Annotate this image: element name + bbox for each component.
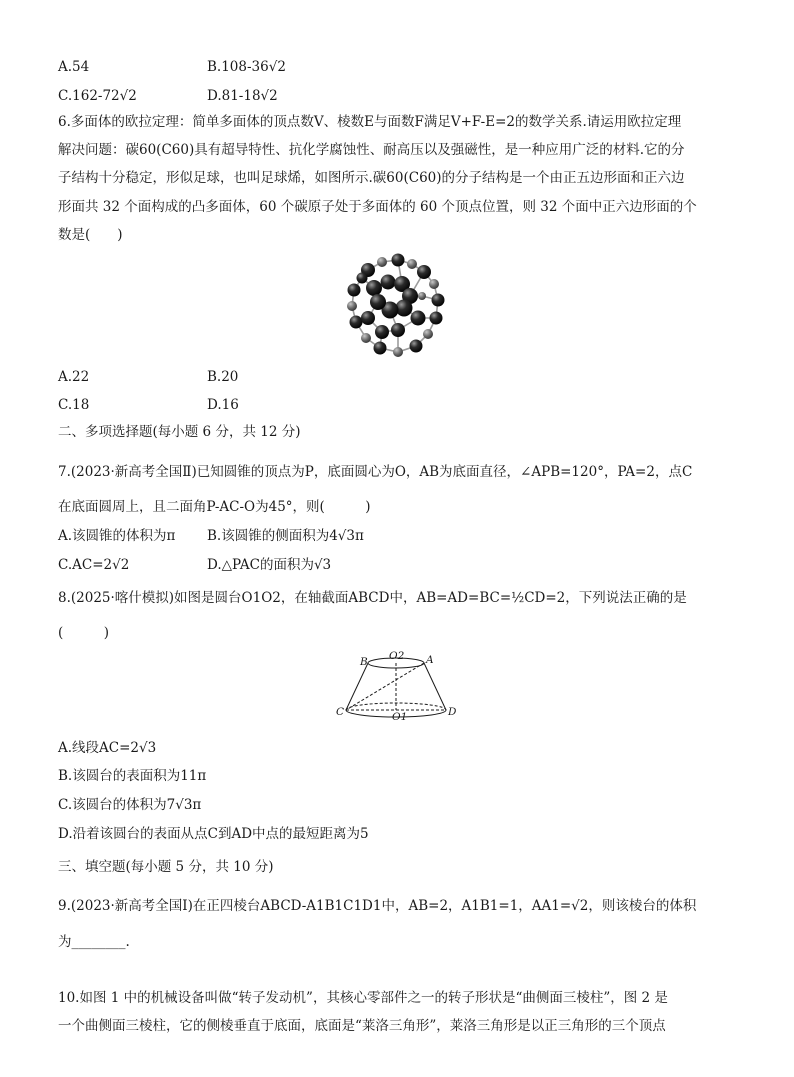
q8-stem-line-1: 8.(2025·喀什模拟)如图是圆台O1O2，在轴截面ABCD中，AB=AD=BC=½CD=2，下列说法正确的是	[58, 590, 687, 606]
q7-option-a: A.该圆锥的体积为π	[58, 528, 176, 544]
q7-option-b: B.该圆锥的侧面积为4√3π	[207, 528, 364, 544]
frustum-label-d: D	[448, 706, 457, 718]
q7-option-c: C.AC=2√2	[58, 557, 130, 573]
q8-option-a: A.线段AC=2√3	[58, 740, 157, 756]
q5-option-c: C.162-72√2	[58, 88, 137, 104]
q10-stem-line-2: 一个曲侧面三棱柱，它的侧棱垂直于底面，底面是“莱洛三角形”，莱洛三角形是以正三角形的三个顶点	[58, 1018, 666, 1034]
frustum-figure	[330, 648, 465, 728]
q8-stem-line-2: ( )	[58, 625, 110, 641]
frustum-label-b: B	[360, 656, 368, 668]
q6-stem-line-5: 数是( )	[58, 227, 123, 243]
frustum-label-o1: O1	[392, 711, 408, 723]
q7-stem-line-1: 7.(2023·新高考全国Ⅱ)已知圆锥的顶点为P，底面圆心为O，AB为底面直径，∠APB=120°，PA=2，点C	[58, 464, 693, 480]
section-2-heading: 二、多项选择题(每小题 6 分，共 12 分)	[58, 424, 301, 440]
q6-option-c: C.18	[58, 397, 90, 413]
q5-option-b: B.108-36√2	[207, 59, 286, 75]
q8-option-c: C.该圆台的体积为7√3π	[58, 797, 202, 813]
q5-option-a: A.54	[58, 59, 90, 75]
q9-stem-line-1: 9.(2023·新高考全国Ⅰ)在正四棱台ABCD-A1B1C1D1中，AB=2，A1B1=1，AA1=√2，则该棱台的体积	[58, 898, 697, 914]
q8-option-b: B.该圆台的表面积为11π	[58, 768, 207, 784]
q7-option-d: D.△PAC的面积为√3	[207, 557, 332, 573]
q6-option-b: B.20	[207, 369, 239, 385]
q5-option-d: D.81-18√2	[207, 88, 278, 104]
q6-stem-line-1: 6.多面体的欧拉定理：简单多面体的顶点数V、棱数E与面数F满足V+F-E=2的数学关系.请运用欧拉定理	[58, 114, 682, 130]
q10-stem-line-1: 10.如图 1 中的机械设备叫做“转子发动机”，其核心零部件之一的转子形状是“曲侧面三棱柱”，图 2 是	[58, 990, 668, 1006]
q6-stem-line-2: 解决问题：碳60(C60)具有超导特性、抗化学腐蚀性、耐高压以及强磁性，是一种应用广泛的材料.它的分	[58, 142, 685, 158]
q6-stem-line-3: 子结构十分稳定，形似足球，也叫足球烯，如图所示.碳60(C60)的分子结构是一个由正五边形面和正六边	[58, 170, 685, 186]
q7-stem-line-2: 在底面圆周上，且二面角P-AC-O为45°，则( )	[58, 499, 371, 515]
q6-option-d: D.16	[207, 397, 239, 413]
frustum-label-o2: O2	[389, 650, 405, 662]
q6-option-a: A.22	[58, 369, 90, 385]
q9-stem-line-2: 为________.	[58, 934, 130, 950]
q6-stem-line-4: 形面共 32 个面构成的凸多面体，60 个碳原子处于多面体的 60 个顶点位置，则 32 个面中正六边形面的个	[58, 199, 697, 215]
q8-option-d: D.沿着该圆台的表面从点C到AD中点的最短距离为5	[58, 826, 369, 842]
fullerene-c60-figure	[338, 248, 454, 364]
frustum-label-c: C	[336, 706, 345, 718]
section-3-heading: 三、填空题(每小题 5 分，共 10 分)	[58, 859, 274, 875]
frustum-label-a: A	[426, 654, 434, 666]
